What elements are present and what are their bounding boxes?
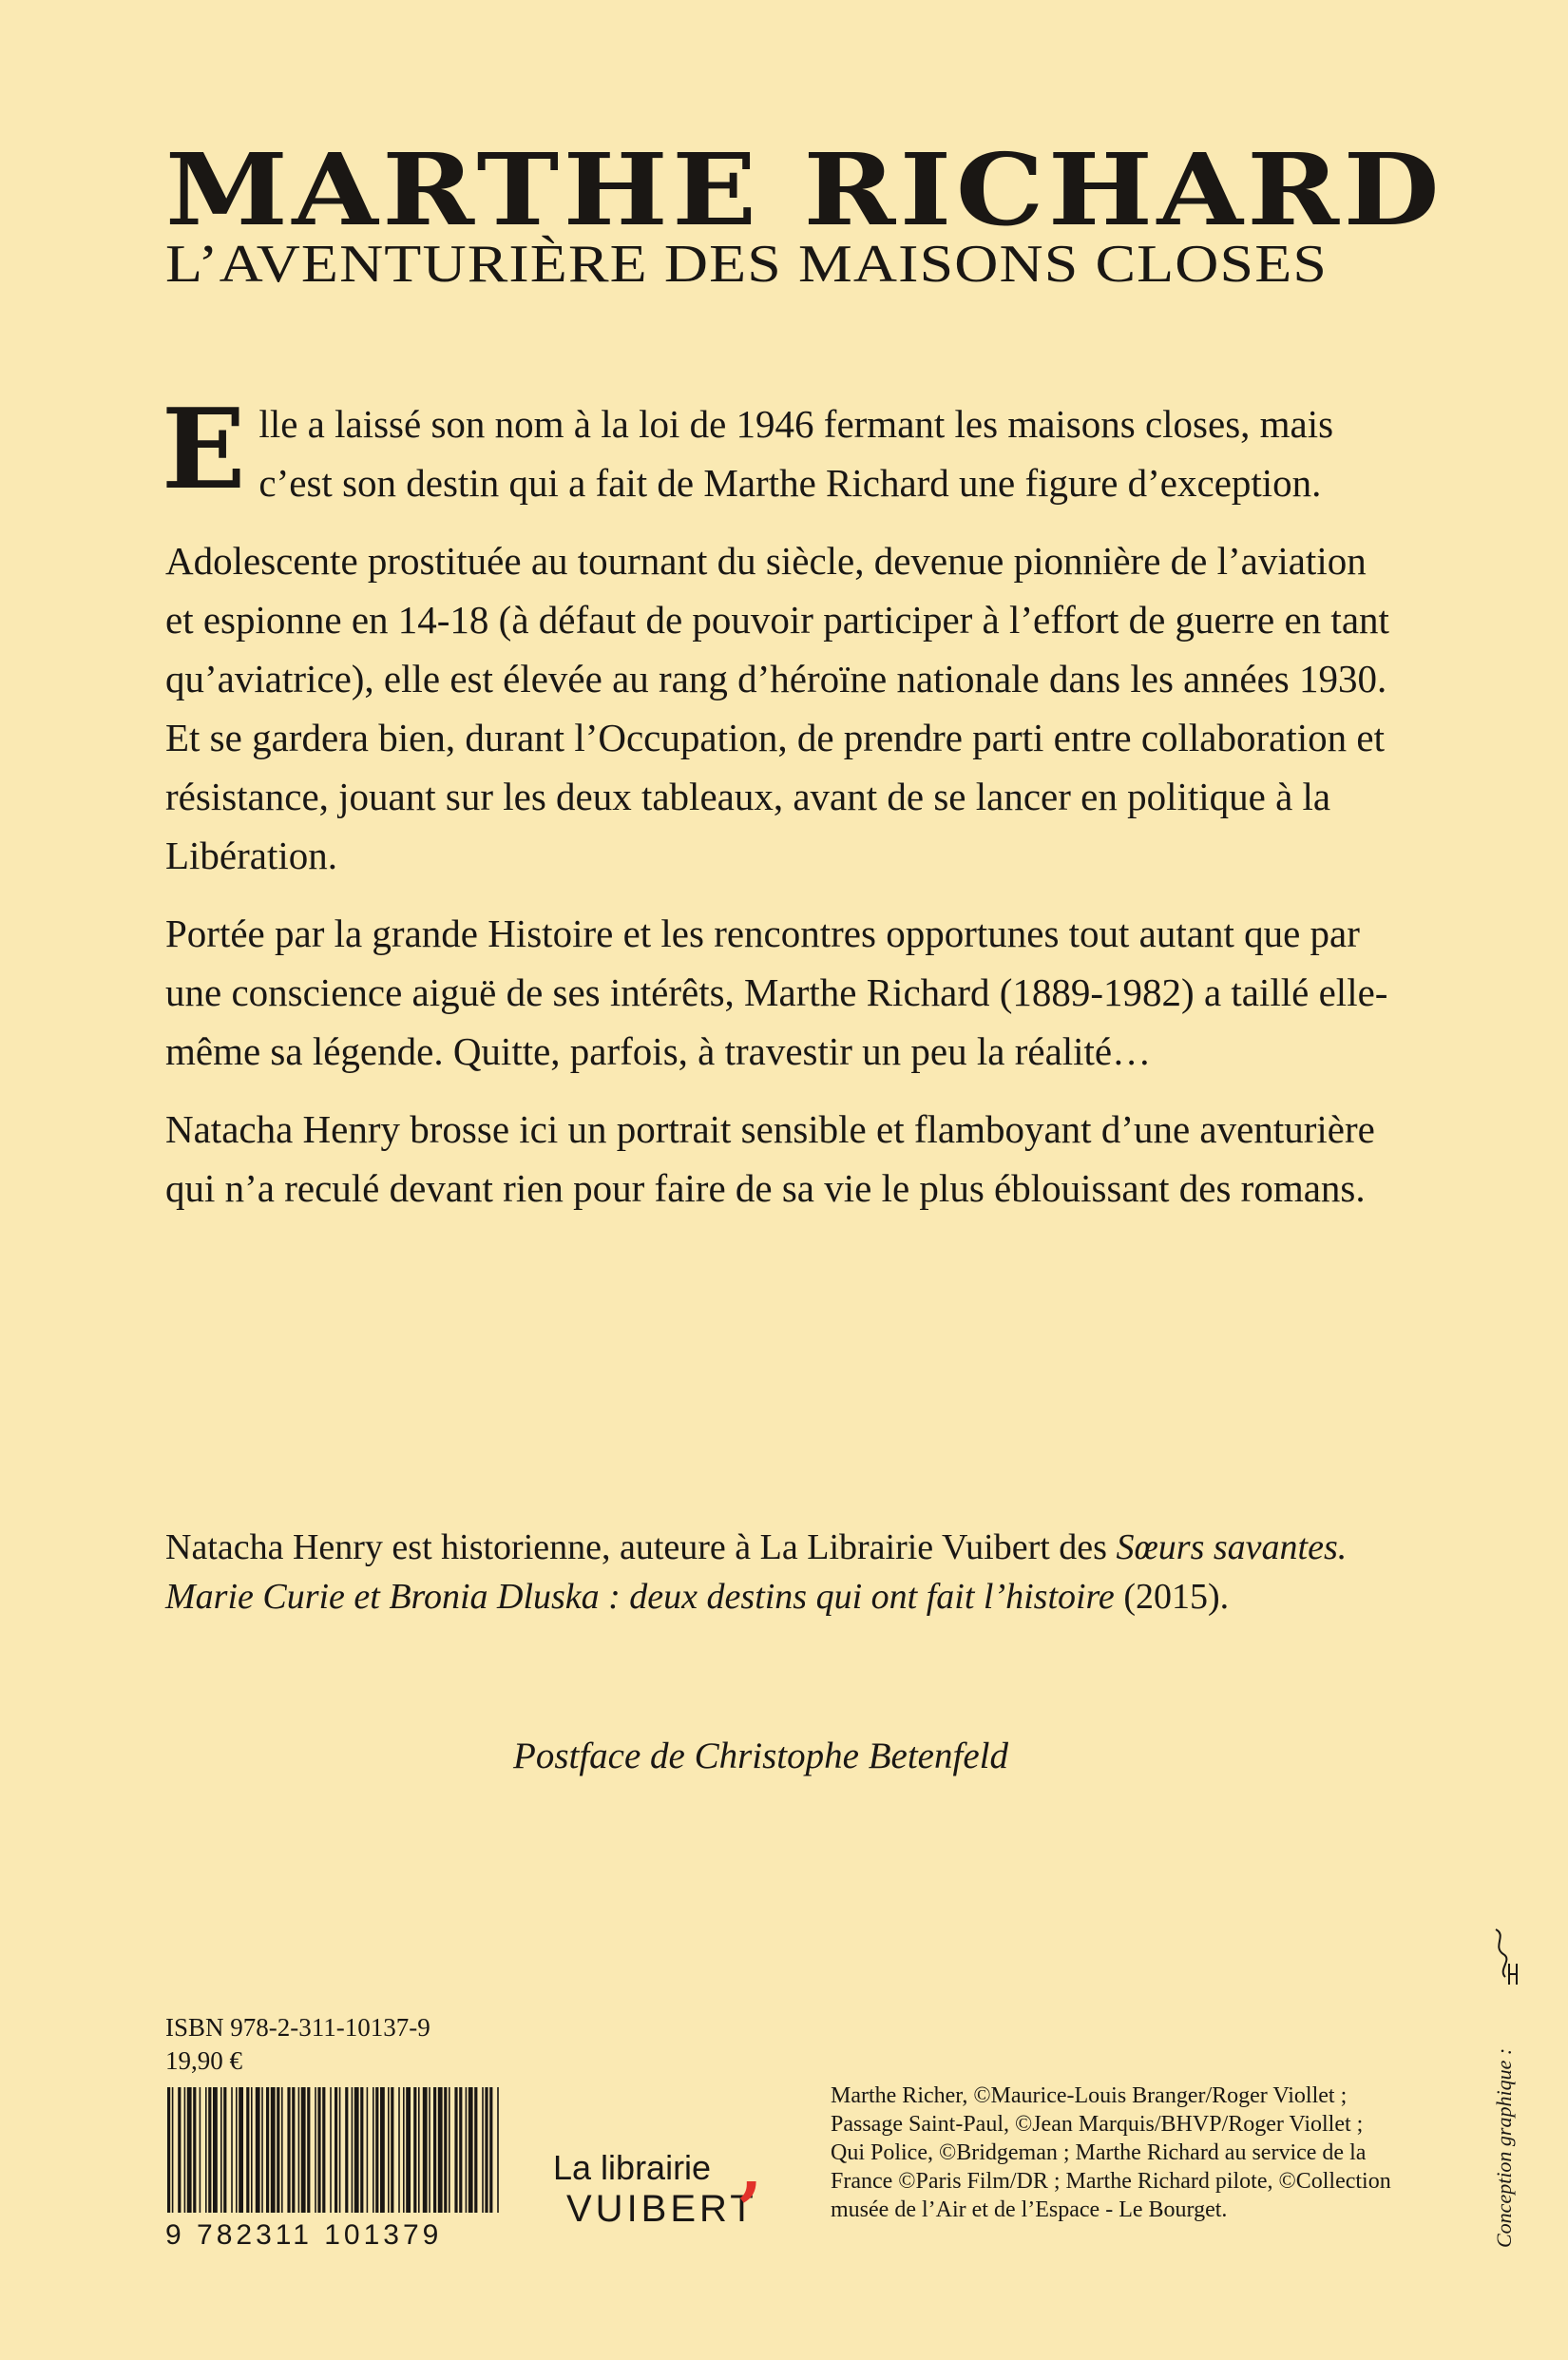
barcode-bar xyxy=(208,2087,211,2213)
barcode-bar xyxy=(398,2087,400,2213)
barcode-bar xyxy=(187,2087,192,2213)
barcode-bar xyxy=(489,2087,492,2213)
author-bio xyxy=(165,1523,1401,1621)
blurb-paragraph-4: Natacha Henry brosse ici un portrait sensible et flamboyant d’une aventurière qui n’a reculé devant rien pour faire de sa vie le plus éblouissant des romans. xyxy=(165,1107,1375,1210)
barcode-bar xyxy=(298,2087,300,2213)
barcode-bar xyxy=(335,2087,337,2213)
barcode-bar xyxy=(301,2087,306,2213)
barcode-bar xyxy=(466,2087,468,2213)
design-credit: Conception graphique : xyxy=(1492,2047,1516,2248)
barcode-bar xyxy=(345,2087,348,2213)
barcode-bar xyxy=(375,2087,378,2213)
barcode-bar xyxy=(497,2087,499,2213)
barcode-bar xyxy=(178,2087,181,2213)
book-title: MARTHE RICHARD xyxy=(165,131,1444,248)
photo-credits: Marthe Richer, ©Maurice-Louis Branger/Roger Viollet ; Passage Saint-Paul, ©Jean Marquis/BHVP/Roger Viollet ; Qui Police, ©Bridgeman ; Marthe Richard au service de la France ©Paris Film/DR ; Marthe Richard pilote, ©Collection musée de l’Air et de l’Espace - Le Bourget. xyxy=(831,2083,1391,2222)
publisher-name-line1: La librairie xyxy=(553,2148,712,2187)
barcode-bar xyxy=(315,2087,316,2213)
barcode-bar xyxy=(360,2087,363,2213)
barcode-bar xyxy=(433,2087,436,2213)
barcode-bar xyxy=(317,2087,320,2213)
barcode-bar xyxy=(449,2087,450,2213)
barcode-bar xyxy=(277,2087,279,2213)
barcode-bar xyxy=(200,2087,201,2213)
blurb-paragraph-3: Portée par la grande Histoire et les rencontres opportunes tout autant que par une conscience aiguë de ses intérêts, Marthe Richard (1889-1982) a taillé elle-même sa légende. Quitte, parfois, à travestir un peu la réalité… xyxy=(165,911,1388,1073)
barcode-bar xyxy=(330,2087,332,2213)
publisher-comma-mark-icon: , xyxy=(739,2129,763,2208)
barcode-bar xyxy=(239,2087,243,2213)
barcode-bar xyxy=(413,2087,416,2213)
barcode-bar xyxy=(256,2087,260,2213)
barcode-bar xyxy=(167,2087,170,2213)
barcode-bar xyxy=(322,2087,325,2213)
barcode-bar xyxy=(193,2087,196,2213)
barcode-bar xyxy=(251,2087,253,2213)
blurb-paragraph-2: Adolescente prostituée au tournant du siècle, devenue pionnière de l’aviation et espionne en 14-18 (à défaut de pouvoir participer à l’effort de guerre en tant qu’aviatrice), elle est élevée au rang d’héroïne nationale dans les années 1930. Et se gardera bien, durant l’Occupation, de prendre parti entre collaboration et résistance, jouant sur les deux tableaux, avant de se lancer en politique à la Libération. xyxy=(165,539,1389,877)
barcode-bar xyxy=(367,2087,369,2213)
barcode-bar xyxy=(391,2087,393,2213)
postface-credit: Postface de Christophe Betenfeld xyxy=(513,1736,1008,1776)
price: 19,90 € xyxy=(165,2046,242,2075)
barcode-bar xyxy=(231,2087,233,2213)
barcode-bar xyxy=(474,2087,477,2213)
barcode-bar xyxy=(438,2087,443,2213)
barcode-bar xyxy=(213,2087,218,2213)
barcode-bar xyxy=(485,2087,488,2213)
barcode-bar xyxy=(220,2087,222,2213)
barcode-bar xyxy=(444,2087,447,2213)
barcode-bar xyxy=(339,2087,341,2213)
barcode-bar xyxy=(271,2087,276,2213)
publisher-logo xyxy=(553,2120,800,2262)
barcode-bar xyxy=(307,2087,310,2213)
barcode-bar xyxy=(459,2087,462,2213)
barcode-bar xyxy=(468,2087,473,2213)
author-previous-book: Sœurs savantes. Marie Curie et Bronia Dluska : deux destins qui ont fait l’histoire xyxy=(165,1527,1348,1617)
barcode-bar xyxy=(236,2087,238,2213)
barcode-bar xyxy=(246,2087,249,2213)
blurb-paragraph-1-text: lle a laissé son nom à la loi de 1946 fermant les maisons closes, mais c’est son destin qui a fait de Marthe Richard une figure d’exception. xyxy=(258,402,1334,505)
barcode-bar xyxy=(292,2087,295,2213)
barcode-bar xyxy=(172,2087,174,2213)
barcode-bar xyxy=(429,2087,430,2213)
barcode-bar xyxy=(380,2087,385,2213)
barcode-bar xyxy=(373,2087,374,2213)
barcode-bar xyxy=(352,2087,354,2213)
barcode-bar xyxy=(266,2087,269,2213)
publisher-name-line2: VUIBERT xyxy=(566,2188,757,2230)
barcode-bar xyxy=(205,2087,207,2213)
isbn: ISBN 978-2-311-10137-9 xyxy=(165,2013,430,2042)
author-bio-year: (2015). xyxy=(1114,1577,1230,1617)
barcode-bar xyxy=(281,2087,283,2213)
barcode-bar xyxy=(223,2087,226,2213)
barcode-bar xyxy=(184,2087,186,2213)
barcode-bar xyxy=(482,2087,484,2213)
barcode-bar xyxy=(354,2087,359,2213)
barcode-bar xyxy=(423,2087,428,2213)
blurb-paragraph-1 xyxy=(162,385,1401,514)
book-subtitle: L’AVENTURIÈRE DES MAISONS CLOSES xyxy=(165,235,1328,294)
barcode-bar xyxy=(406,2087,411,2213)
drop-cap: E xyxy=(162,385,246,514)
author-bio-text: Natacha Henry est historienne, auteure à La Librairie Vuibert des xyxy=(165,1527,1117,1567)
barcode-bar xyxy=(454,2087,457,2213)
designer-signature-icon xyxy=(1488,1926,1522,1992)
barcode-bar xyxy=(403,2087,405,2213)
barcode-bar xyxy=(287,2087,290,2213)
barcode-digits: 9 782311 101379 xyxy=(165,2219,443,2251)
blurb xyxy=(162,385,1401,1237)
barcode-bar xyxy=(418,2087,420,2213)
barcode-bar xyxy=(388,2087,390,2213)
barcode-bar xyxy=(261,2087,263,2213)
